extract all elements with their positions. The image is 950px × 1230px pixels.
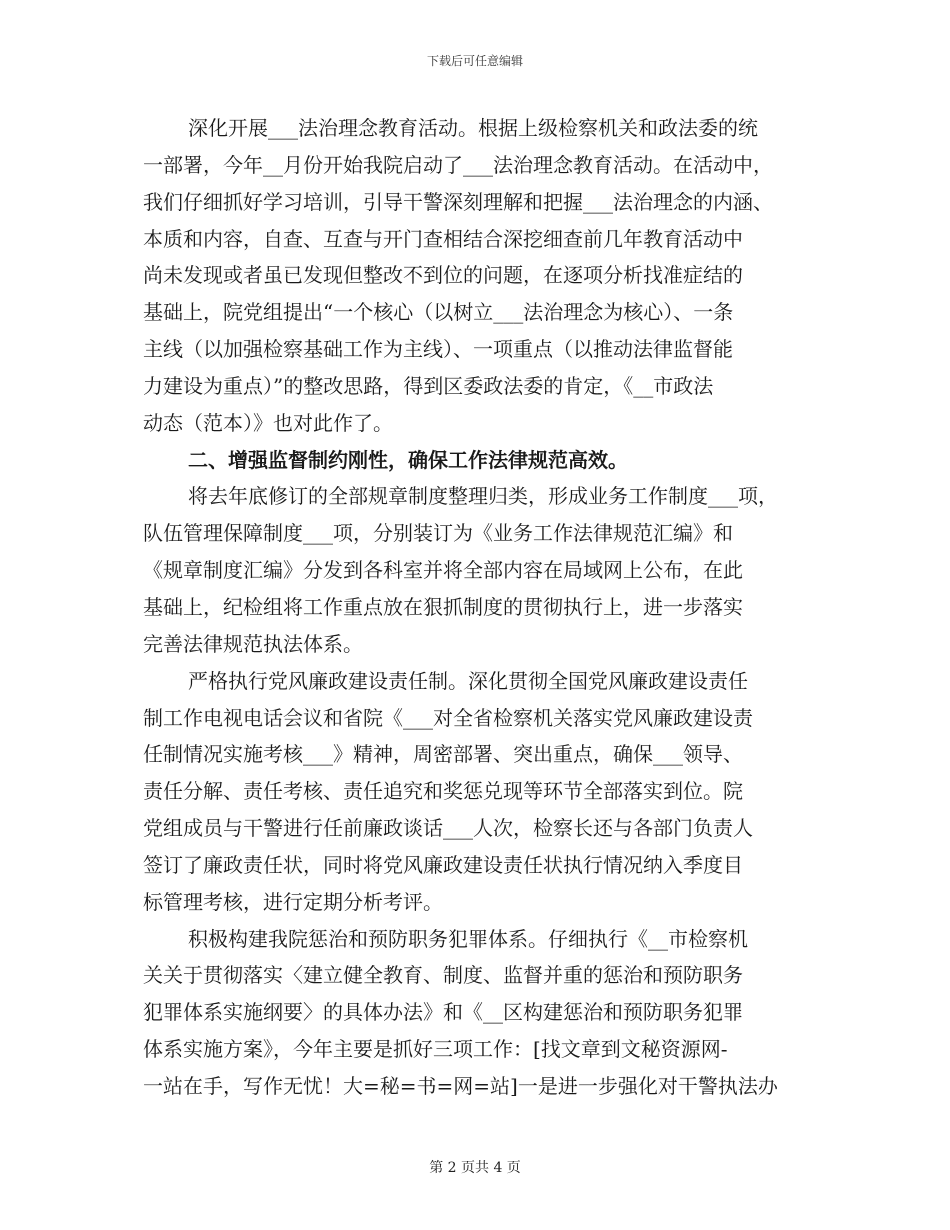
paragraph-line: 动态（范本）》也对此作了。 bbox=[143, 410, 393, 435]
paragraph-line: 主线（以加强检察基础工作为主线）、一项重点（以推动法律监督能 bbox=[143, 337, 733, 362]
paragraph-line: 党组成员与干警进行任前廉政谈话___人次，检察长还与各部门负责人 bbox=[143, 816, 753, 841]
paragraph-line: 一站在手，写作无忧！大=秘=书=网=站]一是进一步强化对干警执法办 bbox=[143, 1073, 778, 1098]
paragraph-line: 基础上，纪检组将工作重点放在狠抓制度的贯彻执行上，进一步落实 bbox=[143, 594, 743, 619]
paragraph-line: 签订了廉政责任状，同时将党风廉政建设责任状执行情况纳入季度目 bbox=[143, 852, 743, 877]
paragraph-line: 基础上，院党组提出“一个核心（以树立___法治理念为核心）、一条 bbox=[143, 300, 734, 325]
paragraph-line: 严格执行党风廉政建设责任制。深化贯彻全国党风廉政建设责任 bbox=[188, 668, 748, 693]
paragraph-line: 尚未发现或者虽已发现但整改不到位的问题，在逐项分析找准症结的 bbox=[143, 263, 743, 288]
document-body bbox=[143, 110, 818, 1105]
paragraph-line: 力建设为重点）”的整改思路，得到区委政法委的肯定，《__市政法 bbox=[143, 373, 714, 398]
page-header: 下载后可任意编辑 bbox=[426, 54, 523, 68]
paragraph-line: 本质和内容，自查、互查与开门查相结合深挖细查前几年教育活动中 bbox=[143, 226, 743, 251]
paragraph-line: 完善法律规范执法体系。 bbox=[143, 631, 363, 656]
paragraph-line: 队伍管理保障制度___项，分别装订为《业务工作法律规范汇编》和 bbox=[143, 521, 733, 546]
paragraph-line: 《规章制度汇编》分发到各科室并将全部内容在局域网上公布，在此 bbox=[143, 558, 743, 583]
paragraph-line: 深化开展___法治理念教育活动。根据上级检察机关和政法委的统 bbox=[188, 116, 758, 140]
paragraph-line: 任制情况实施考核___》精神，周密部署、突出重点，确保___领导、 bbox=[143, 742, 743, 767]
paragraph-line: 一部署，今年__月份开始我院启动了___法治理念教育活动。在活动中， bbox=[143, 152, 773, 177]
paragraph-line: 积极构建我院惩治和预防职务犯罪体系。仔细执行《__市检察机 bbox=[188, 926, 748, 951]
paragraph-line: 责任分解、责任考核、责任追究和奖惩兑现等环节全部落实到位。院 bbox=[143, 779, 743, 804]
section-heading: 二、增强监督制约刚性，确保工作法律规范高效。 bbox=[188, 447, 628, 472]
paragraph-line: 标管理考核，进行定期分析考评。 bbox=[143, 889, 443, 914]
paragraph-line: 体系实施方案》，今年主要是抓好三项工作：[找文章到文秘资源网- bbox=[143, 1037, 728, 1062]
paragraph-line: 制工作电视电话会议和省院《___对全省检察机关落实党风廉政建设责 bbox=[143, 705, 753, 730]
paragraph-line: 我们仔细抓好学习培训，引导干警深刻理解和把握___法治理念的内涵、 bbox=[143, 189, 773, 214]
page-footer: 第 2 页共 4 页 bbox=[429, 1160, 521, 1176]
paragraph-line: 将去年底修订的全部规章制度整理归类，形成业务工作制度___项， bbox=[188, 484, 778, 509]
paragraph-line: 关关于贯彻落实〈建立健全教育、制度、监督并重的惩治和预防职务 bbox=[143, 963, 743, 988]
paragraph-line: 犯罪体系实施纲要〉的具体办法》和《__区构建惩治和预防职务犯罪 bbox=[143, 1000, 743, 1025]
